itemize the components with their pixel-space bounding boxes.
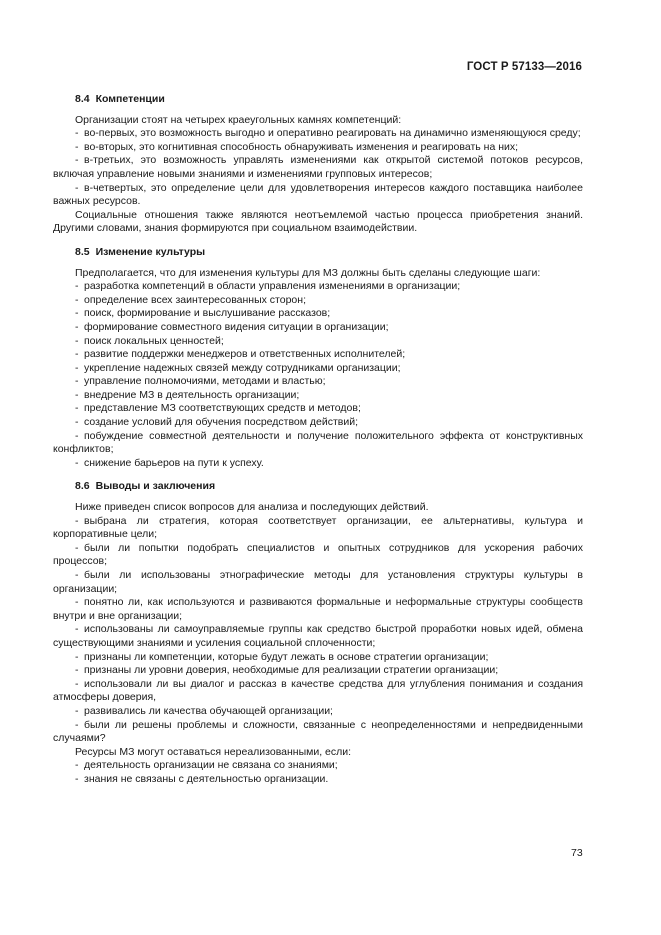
list-dash: - [75, 307, 79, 320]
list-item [53, 362, 583, 376]
section-number: 8.4 [75, 93, 90, 105]
list-dash: - [75, 596, 79, 609]
list-item-text: поиск, формирование и выслушивание рассказов; [84, 307, 331, 320]
list-item-text: понятно ли, как используются и развиваются формальные и неформальные структуры сообществ внутри и вне организации; [53, 596, 583, 622]
list-dash: - [75, 650, 79, 663]
list-item [53, 623, 583, 650]
section [53, 246, 583, 471]
list-item [53, 127, 583, 141]
section-heading [75, 93, 583, 107]
list-dash: - [75, 759, 79, 772]
list-dash: - [75, 181, 79, 194]
list-dash: - [75, 320, 79, 333]
paragraph [53, 746, 583, 760]
list-dash: - [75, 280, 79, 293]
list-item-text: снижение барьеров на пути к успеху. [84, 456, 264, 469]
list-item [53, 321, 583, 335]
list-item-text: были ли использованы этнографические методы для установления структуры культуры в организации; [53, 569, 583, 595]
list-item-text: в-четвертых, это определение цели для удовлетворения интересов каждого поставщика наиболее важных ресурсов. [53, 181, 583, 208]
list-item-text: во-первых, это возможность выгодно и оперативно реагировать на динамично изменяющуюся среду; [84, 127, 581, 140]
list-item [53, 430, 583, 457]
list-dash: - [75, 154, 79, 167]
list-item [53, 773, 583, 787]
list-item-text: укрепление надежных связей между сотрудниками организации; [84, 361, 401, 374]
list-item [53, 280, 583, 294]
list-dash: - [75, 514, 79, 527]
list-dash: - [75, 348, 79, 361]
list-item-text: были ли решены проблемы и сложности, связанные с неопределенностями и непредвиденными случаями? [53, 718, 583, 745]
list-item-text: признаны ли компетенции, которые будут лежать в основе стратегии организации; [84, 650, 489, 663]
list-item-text: разработка компетенций в области управления изменениями в организации; [84, 280, 461, 293]
list-item [53, 389, 583, 403]
paragraph [53, 267, 583, 281]
list-item-text: поиск локальных ценностей; [84, 334, 224, 347]
list-dash: - [75, 456, 79, 469]
list-item-text: представление МЗ соответствующих средств и методов; [84, 402, 361, 415]
list-item [53, 335, 583, 349]
section-heading [75, 246, 583, 260]
list-item-text: использовали ли вы диалог и рассказ в качестве средства для углубления понимания и создания атмосферы доверия, [53, 677, 583, 704]
paragraph [53, 501, 583, 515]
list-dash: - [75, 127, 79, 140]
list-item [53, 596, 583, 623]
section-number: 8.6 [75, 480, 90, 493]
list-item [53, 705, 583, 719]
paragraph [53, 114, 583, 128]
list-item-text: выбрана ли стратегия, которая соответствует организации, ее альтернативы, культура и корпоративные цели; [53, 514, 583, 541]
list-item [53, 678, 583, 705]
list-dash: - [75, 677, 79, 690]
paragraph-text: Ресурсы МЗ могут оставаться нереализованными, если: [75, 745, 352, 758]
list-item-text: определение всех заинтересованных сторон; [84, 293, 306, 306]
list-item-text: использованы ли самоуправляемые группы как средство быстрой проработки новых идей, обмена существующими знаниями и усиления социальной сплоченности; [53, 623, 583, 649]
document-number: ГОСТ Р 57133—2016 [466, 61, 582, 73]
list-item-text: признаны ли уровни доверия, необходимые для реализации стратегии организации; [84, 664, 499, 677]
section-title: Изменение культуры [95, 245, 206, 258]
list-dash: - [75, 664, 79, 677]
list-item [53, 542, 583, 569]
list-dash: - [75, 569, 79, 581]
list-dash: - [75, 375, 79, 388]
section [53, 480, 583, 786]
section-title: Выводы и заключения [95, 480, 216, 493]
list-item [53, 375, 583, 389]
list-dash: - [75, 402, 79, 415]
list-item [53, 664, 583, 678]
list-item-text: развитие поддержки менеджеров и ответственных исполнителей; [84, 348, 406, 361]
list-item-text: развивались ли качества обучающей организации; [84, 704, 333, 717]
list-item [53, 457, 583, 471]
list-dash: - [75, 718, 79, 731]
list-item [53, 141, 583, 155]
page-number: 73 [571, 847, 583, 859]
list-item-text: во-вторых, это когнитивная способность обнаруживать изменения и реагировать на них; [84, 140, 519, 153]
list-dash: - [75, 541, 79, 554]
list-item-text: были ли попытки подобрать специалистов и опытных сотрудников для ускорения рабочих процессов; [53, 541, 583, 568]
list-item [53, 651, 583, 665]
section-number: 8.5 [75, 245, 90, 258]
paragraph-text: Социальные отношения также являются неотъемлемой частью процесса приобретения знаний. Другими словами, знания формируются при социальном взаимодействии. [53, 208, 583, 235]
document-body [53, 93, 583, 797]
list-item-text: побуждение совместной деятельности и получение положительного эффекта от конструктивных конфликтов; [53, 429, 583, 456]
list-dash: - [75, 704, 79, 717]
paragraph-text: Ниже приведен список вопросов для анализа и последующих действий. [75, 501, 429, 514]
list-item-text: внедрение МЗ в деятельность организации; [84, 388, 300, 401]
paragraph-text: Предполагается, что для изменения культуры для МЗ должны быть сделаны следующие шаги: [75, 266, 541, 279]
list-item [53, 307, 583, 321]
list-item [53, 402, 583, 416]
list-dash: - [75, 429, 79, 442]
list-dash: - [75, 334, 79, 347]
list-item [53, 759, 583, 773]
list-item [53, 719, 583, 746]
list-item-text: деятельность организации не связана со знаниями; [84, 759, 338, 772]
list-item-text: создание условий для обучения посредством действий; [84, 416, 359, 429]
section [53, 93, 583, 236]
list-dash: - [75, 416, 79, 429]
paragraph-text: Организации стоят на четырех краеугольных камнях компетенций: [75, 113, 402, 126]
section-heading [75, 480, 583, 494]
list-dash: - [75, 140, 79, 153]
list-dash: - [75, 293, 79, 306]
list-dash: - [75, 388, 79, 401]
list-item-text: формирование совместного видения ситуации в организации; [84, 320, 389, 333]
list-dash: - [75, 361, 79, 374]
list-item [53, 154, 583, 181]
list-item [53, 416, 583, 430]
list-item [53, 294, 583, 308]
list-item [53, 182, 583, 209]
list-item [53, 515, 583, 542]
list-item-text: знания не связаны с деятельностью организации. [84, 772, 329, 785]
list-item [53, 569, 583, 596]
list-item-text: управление полномочиями, методами и властью; [84, 375, 326, 388]
list-dash: - [75, 623, 79, 636]
paragraph [53, 209, 583, 236]
section-title: Компетенции [95, 93, 165, 105]
list-item [53, 348, 583, 362]
list-dash: - [75, 772, 79, 785]
list-item-text: в-третьих, это возможность управлять изменениями как открытой системой потоков ресурсов, включая управление новыми знаниями и изменениями групповых интересов; [53, 154, 583, 180]
